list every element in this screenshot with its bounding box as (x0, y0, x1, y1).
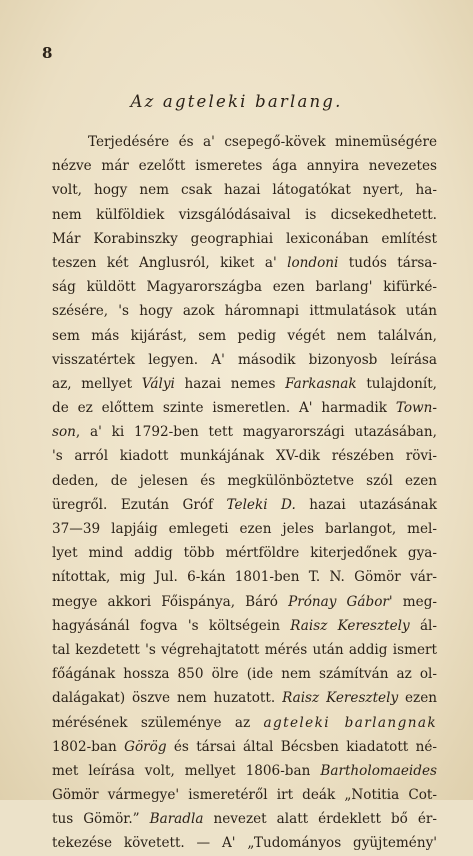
text-segment: hazai utazásának (295, 496, 437, 513)
text-segment: dalágakat) öszve nem huzatott. (52, 690, 283, 707)
text-line (52, 227, 437, 251)
text-line (52, 807, 437, 831)
text-segment: Már Korabinszky geographiai lexiconában említést (52, 230, 437, 247)
text-segment: lyet mind addig több mértföldre kiterjedőnek gya- (52, 545, 437, 562)
text-line (52, 372, 437, 396)
text-segment: mérésének szüleménye az (52, 714, 264, 731)
text-segment: volt, hogy nem csak hazai látogatókat nyert, ha- (52, 182, 437, 199)
italic-text-segment: Vályi (141, 375, 175, 392)
text-line (52, 783, 437, 807)
text-line (52, 444, 437, 468)
text-segment: 1802-ban (52, 738, 125, 755)
text-line (52, 348, 437, 372)
text-line (52, 759, 437, 783)
italic-text-segment: londoni (287, 254, 339, 271)
text-segment: deden, de jelesen és megkülönböztetve szól ezen (52, 472, 437, 489)
italic-text-segment: Raisz Keresztely (290, 617, 410, 634)
text-line (52, 154, 437, 178)
italic-text-segment: son (52, 424, 76, 441)
text-line (52, 420, 437, 444)
italic-text-segment: Baradla (149, 811, 204, 828)
text-segment: hagyásánál fogva 's költségein (52, 617, 291, 634)
text-line (52, 831, 437, 855)
italic-text-segment: Görög (124, 738, 167, 755)
text-segment: tulajdonít, (356, 375, 438, 392)
text-segment: nevezet alatt érdeklett bő ér- (203, 811, 437, 828)
body-text (52, 130, 437, 856)
italic-text-segment: Bartholomaeides (320, 762, 437, 779)
text-segment: szésére, 's hogy azok háromnapi ittmulatások után (52, 303, 437, 320)
text-line (52, 638, 437, 662)
text-segment: sem más kijárást, sem pedig végét nem találván, (52, 327, 437, 344)
text-segment: Terjedésére és a' csepegő-kövek minemüségére (88, 134, 437, 150)
text-segment: ezen (398, 690, 437, 707)
text-line (52, 324, 437, 348)
text-line (52, 178, 437, 202)
text-segment: nítottak, mig Jul. 6-kán 1801-ben T. N. Gömör vár- (52, 569, 437, 586)
text-segment: 's arról kiadott munkájának XV-dik részében rövi- (52, 448, 437, 465)
text-segment: tal kezdetett 's végrehajtatott mérés után addig ismert (52, 641, 437, 658)
text-line (52, 735, 437, 759)
text-line (52, 614, 437, 638)
text-segment: üregről. Ezután Gróf (52, 496, 227, 513)
italic-text-segment: agteleki barlangnak (263, 714, 437, 731)
text-segment: teszen két Anglusról, kiket a' (52, 254, 288, 271)
text-line (52, 662, 437, 686)
page-title: Az agteleki barlang. (130, 92, 343, 111)
text-segment: az, mellyet (52, 375, 142, 392)
text-segment: megye akkori Főispánya, Báró (52, 593, 289, 610)
text-line (52, 203, 437, 227)
text-line (52, 469, 437, 493)
text-segment: 37—39 lapjáig emlegeti ezen jeles barlangot, mel- (52, 521, 437, 537)
italic-text-segment: Teleki D. (226, 496, 296, 513)
text-segment: nézve már ezelőtt ismeretes ága annyira nevezetes (52, 158, 437, 175)
text-line (52, 493, 437, 517)
text-segment: tudós társa- (338, 254, 438, 271)
text-line (52, 541, 437, 565)
text-line (52, 686, 437, 710)
text-line (52, 565, 437, 589)
text-segment: tekezése követett. — A' „Tudományos gyüjtemény' (52, 835, 437, 852)
text-line (52, 711, 437, 735)
text-segment: tus Gömör.” (52, 811, 150, 828)
text-line (52, 396, 437, 420)
text-segment: de ez előttem szinte ismeretlen. A' harmadik (52, 400, 396, 417)
text-line (52, 275, 437, 299)
text-segment: , a' ki 1792-ben tett magyarországi utazásában, (75, 424, 437, 441)
italic-text-segment: Raisz Keresztely (282, 690, 399, 707)
text-segment: nem külföldiek vizsgálódásaival is dicsekedhetett. (52, 206, 437, 223)
italic-text-segment: Prónay Gábor (288, 593, 389, 610)
text-segment: ' meg- (388, 593, 437, 610)
page-number: 8 (42, 44, 53, 62)
text-line (52, 299, 437, 323)
text-segment: met leírása volt, mellyet 1806-ban (52, 762, 321, 779)
text-segment: és társai által Bécsben kiadatott né- (166, 738, 437, 755)
text-segment: főágának hossza 850 ölre (ide nem számítván az ol- (52, 666, 437, 683)
text-segment: visszatértek legyen. A' második bizonyosb leírása (52, 351, 437, 368)
text-line (52, 251, 437, 275)
text-segment: ság küldött Magyarországba ezen barlang' kifürké- (52, 279, 437, 296)
text-segment: ál- (409, 617, 437, 634)
italic-text-segment: Town- (395, 400, 437, 417)
text-line (52, 517, 437, 541)
text-segment: Gömör vármegye' ismeretéről irt deák „Notitia Cot- (52, 787, 437, 804)
text-line (52, 130, 437, 154)
text-line (52, 590, 437, 614)
italic-text-segment: Farkasnak (285, 375, 357, 392)
text-segment: hazai nemes (174, 375, 286, 392)
